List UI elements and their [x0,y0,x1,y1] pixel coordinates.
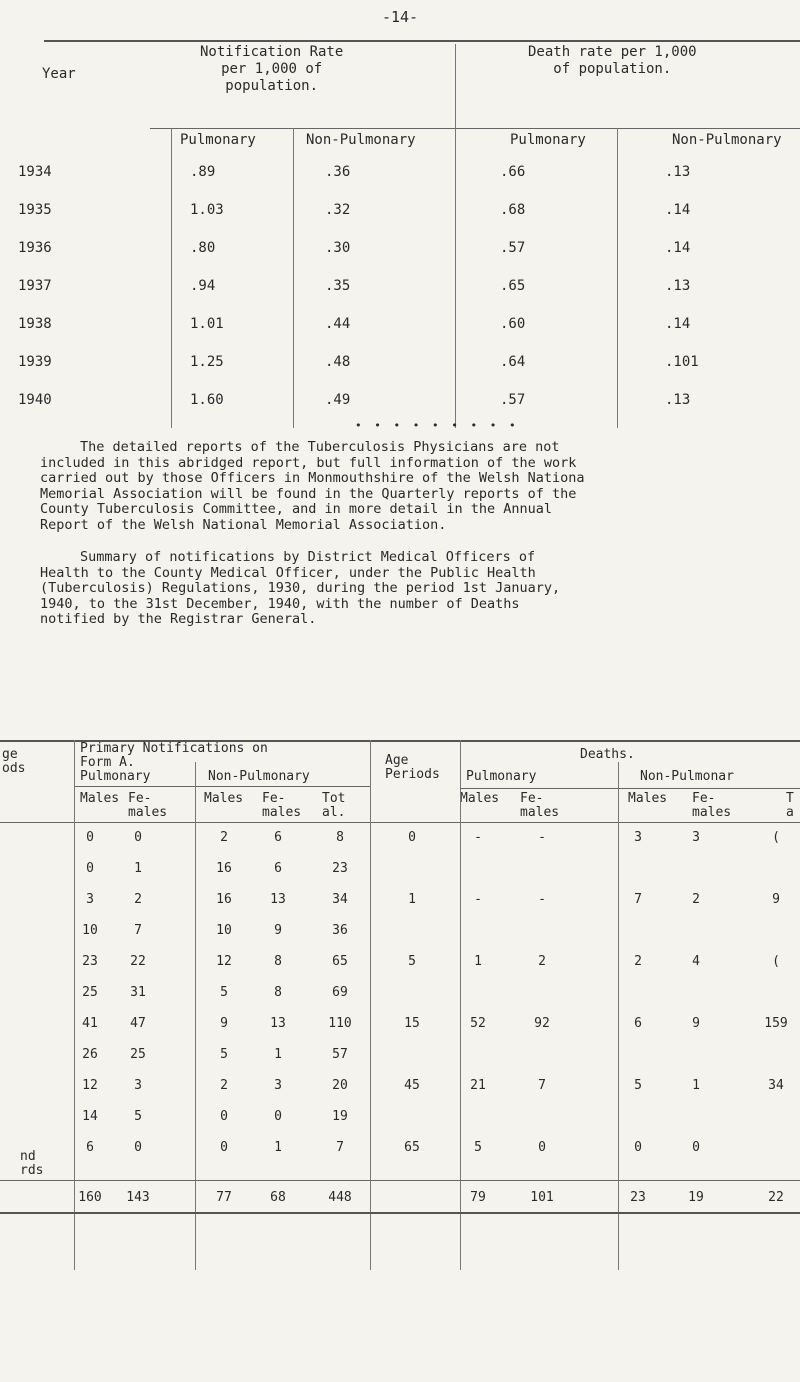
rate-row [18,240,800,260]
year-cell: 1938 [18,316,52,332]
para-line: notified by the Registrar General. [40,611,317,627]
h-females-2: Fe- males [262,791,302,820]
death-non-pulmonary-cell: .14 [665,202,691,218]
year-cell: 1937 [18,278,52,294]
deaths-non-males-cell: 3 [634,830,642,845]
deaths-non-females-cell: 4 [692,954,700,969]
pulm-males-cell: 3 [86,892,94,907]
non-pulm-females-cell: 6 [274,861,282,876]
deaths-total-cell: 159 [764,1016,788,1031]
non-pulm-females-cell: 1 [274,1140,282,1155]
rates-table [18,44,800,432]
deaths-pulm-males-cell: 1 [474,954,482,969]
dot-leader: • • • • • • • • • [355,419,519,432]
paragraph-summary [40,550,800,628]
notif-non-pulmonary-cell: .49 [325,392,351,408]
rate-row [18,164,800,184]
death-pulmonary-cell: .57 [500,392,526,408]
h-deaths-males-2: Males [628,791,668,806]
total-cell: 36 [332,923,348,938]
col-notification-title: Notification Rate per 1,000 of population. [200,44,344,94]
header-bottom-rule [0,822,800,823]
col-divider [195,762,196,1270]
bottom-rule [0,1212,800,1214]
sub-non-pulmonary-death: Non-Pulmonary [672,132,782,148]
para-line: 1940, to the 31st December, 1940, with the number of Deaths [40,595,520,612]
header-rule [460,788,800,789]
totals-deaths-non-females-cell: 19 [688,1190,704,1205]
total-cell: 57 [332,1047,348,1062]
year-cell: 1940 [18,392,52,408]
notif-pulmonary-cell: .89 [190,164,216,180]
rate-row [18,202,800,222]
notif-pulmonary-cell: .80 [190,240,216,256]
death-non-pulmonary-cell: .13 [665,392,691,408]
col-age-periods: Age Periods [385,753,440,782]
deaths-pulm-females-cell: 0 [538,1140,546,1155]
notif-non-pulmonary-cell: .48 [325,354,351,370]
age-period-cell: 1 [408,892,416,907]
sub-pulmonary-notif: Pulmonary [180,132,256,148]
pulm-males-cell: 0 [86,861,94,876]
pulm-females-cell: 0 [134,1140,142,1155]
non-pulm-females-cell: 8 [274,985,282,1000]
non-pulm-males-cell: 0 [220,1109,228,1124]
death-non-pulmonary-cell: .13 [665,278,691,294]
age-period-cell: 15 [404,1016,420,1031]
pulm-females-cell: 2 [134,892,142,907]
para-line: Health to the County Medical Officer, under the Public Health [40,564,536,581]
total-cell: 7 [336,1140,344,1155]
non-pulm-males-cell: 10 [216,923,232,938]
death-non-pulmonary-cell: .14 [665,240,691,256]
deaths-total-cell: ( [772,830,780,845]
col-deaths-pulmonary: Pulmonary [466,769,537,784]
deaths-non-males-cell: 2 [634,954,642,969]
non-pulm-males-cell: 2 [220,1078,228,1093]
notif-pulmonary-cell: 1.60 [190,392,224,408]
h-deaths-females: Fe- males [520,791,560,820]
pulm-males-cell: 41 [82,1016,98,1031]
deaths-non-females-cell: 9 [692,1016,700,1031]
col-pulmonary: Pulmonary [80,769,151,784]
pulm-females-cell: 3 [134,1078,142,1093]
col-age-left: ge ods [2,747,26,776]
rate-row [18,392,800,412]
deaths-pulm-females-cell: - [538,892,546,907]
year-cell: 1935 [18,202,52,218]
totals-deaths-non-males-cell: 23 [630,1190,646,1205]
non-pulm-females-cell: 1 [274,1047,282,1062]
non-pulm-males-cell: 9 [220,1016,228,1031]
header-rule [74,786,370,787]
pulm-females-cell: 5 [134,1109,142,1124]
deaths-non-females-cell: 3 [692,830,700,845]
total-cell: 34 [332,892,348,907]
para-line: Summary of notifications by District Medical Officers of [80,549,536,565]
totals-non-pulm-females-cell: 68 [270,1190,286,1205]
para-line: (Tuberculosis) Regulations, 1930, during the period 1st January, [40,580,561,596]
col-deaths-non-pulmonary: Non-Pulmonar [640,769,734,784]
deaths-pulm-females-cell: 2 [538,954,546,969]
totals-deaths-pulm-males-cell: 79 [470,1190,486,1205]
totals-deaths-total-cell: 22 [768,1190,784,1205]
pulm-females-cell: 22 [130,954,146,969]
non-pulm-females-cell: 0 [274,1109,282,1124]
notif-pulmonary-cell: 1.01 [190,316,224,332]
rate-row [18,354,800,374]
year-cell: 1939 [18,354,52,370]
age-period-cell: 5 [408,954,416,969]
h-deaths-total: T a [786,791,794,820]
deaths-total-cell: 9 [772,892,780,907]
age-period-cell: 45 [404,1078,420,1093]
rate-row [18,278,800,298]
sub-pulmonary-death: Pulmonary [510,132,586,148]
total-cell: 110 [328,1016,352,1031]
deaths-pulm-males-cell: 52 [470,1016,486,1031]
totals-pulm-females-cell: 143 [126,1190,150,1205]
paragraph-physician-reports [40,440,800,533]
pulm-females-cell: 7 [134,923,142,938]
non-pulm-females-cell: 13 [270,892,286,907]
death-non-pulmonary-cell: .14 [665,316,691,332]
death-pulmonary-cell: .64 [500,354,526,370]
totals-total-cell: 448 [328,1190,352,1205]
death-pulmonary-cell: .68 [500,202,526,218]
non-pulm-males-cell: 16 [216,861,232,876]
col-year: Year [42,66,76,82]
deaths-pulm-males-cell: - [474,892,482,907]
totals-non-pulm-males-cell: 77 [216,1190,232,1205]
total-cell: 19 [332,1109,348,1124]
pulm-males-cell: 26 [82,1047,98,1062]
notif-non-pulmonary-cell: .35 [325,278,351,294]
totals-pulm-males-cell: 160 [78,1190,102,1205]
deaths-non-females-cell: 0 [692,1140,700,1155]
pulm-females-cell: 25 [130,1047,146,1062]
non-pulm-males-cell: 12 [216,954,232,969]
col-non-pulmonary: Non-Pulmonary [208,769,310,784]
deaths-non-females-cell: 2 [692,892,700,907]
non-pulm-males-cell: 5 [220,1047,228,1062]
notif-non-pulmonary-cell: .44 [325,316,351,332]
notif-pulmonary-cell: 1.03 [190,202,224,218]
rates-table-header [40,44,800,126]
total-cell: 65 [332,954,348,969]
deaths-non-females-cell: 1 [692,1078,700,1093]
non-pulm-females-cell: 8 [274,954,282,969]
para-line: The detailed reports of the Tuberculosis Physicians are not [80,439,560,455]
pulm-females-cell: 0 [134,830,142,845]
pulm-males-cell: 12 [82,1078,98,1093]
non-pulm-females-cell: 3 [274,1078,282,1093]
deaths-non-males-cell: 5 [634,1078,642,1093]
sub-non-pulmonary-notif: Non-Pulmonary [306,132,416,148]
non-pulm-females-cell: 6 [274,830,282,845]
h-deaths-females-2: Fe- males [692,791,732,820]
death-pulmonary-cell: .57 [500,240,526,256]
year-cell: 1934 [18,164,52,180]
total-cell: 20 [332,1078,348,1093]
h-females: Fe- males [128,791,168,820]
para-line: Report of the Welsh National Memorial Association. [40,516,447,533]
age-period-cell: 65 [404,1140,420,1155]
death-pulmonary-cell: .66 [500,164,526,180]
pulm-males-cell: 23 [82,954,98,969]
top-rule [44,40,800,42]
subheader-row [40,132,800,152]
year-cell: 1936 [18,240,52,256]
totals-rule [0,1180,800,1181]
deaths-pulm-females-cell: 92 [534,1016,550,1031]
non-pulm-females-cell: 13 [270,1016,286,1031]
pulm-females-cell: 1 [134,861,142,876]
deaths-pulm-males-cell: 5 [474,1140,482,1155]
col-primary: Primary Notifications on Form A. [80,741,268,770]
h-males-2: Males [204,791,244,806]
deaths-pulm-males-cell: - [474,830,482,845]
deaths-non-males-cell: 7 [634,892,642,907]
total-cell: 8 [336,830,344,845]
pulm-males-cell: 14 [82,1109,98,1124]
deaths-pulm-females-cell: 7 [538,1078,546,1093]
non-pulm-males-cell: 16 [216,892,232,907]
para-line: carried out by those Officers in Monmouthshire of the Welsh Nationa [40,470,585,486]
notif-non-pulmonary-cell: .36 [325,164,351,180]
pulm-males-cell: 0 [86,830,94,845]
deaths-total-cell: 34 [768,1078,784,1093]
pulm-males-cell: 6 [86,1140,94,1155]
deaths-non-males-cell: 0 [634,1140,642,1155]
summary-table [0,740,800,1380]
non-pulm-males-cell: 5 [220,985,228,1000]
age-period-cell: 0 [408,830,416,845]
para-line: included in this abridged report, but full information of the work [40,454,577,471]
para-line: County Tuberculosis Committee, and in more detail in the Annual [40,501,553,517]
notif-non-pulmonary-cell: .30 [325,240,351,256]
death-pulmonary-cell: .60 [500,316,526,332]
death-non-pulmonary-cell: .13 [665,164,691,180]
pulm-females-cell: 47 [130,1016,146,1031]
notif-pulmonary-cell: .94 [190,278,216,294]
notif-pulmonary-cell: 1.25 [190,354,224,370]
non-pulm-females-cell: 9 [274,923,282,938]
page-number: -14- [381,8,419,26]
deaths-pulm-females-cell: - [538,830,546,845]
rate-row [18,316,800,336]
deaths-total-cell: ( [772,954,780,969]
para-line: Memorial Association will be found in the Quarterly reports of the [40,485,577,502]
totals-deaths-pulm-females-cell: 101 [530,1190,554,1205]
notif-non-pulmonary-cell: .32 [325,202,351,218]
pulm-males-cell: 10 [82,923,98,938]
death-pulmonary-cell: .65 [500,278,526,294]
col-divider [370,740,371,1270]
total-cell: 23 [332,861,348,876]
col-deaths: Deaths. [580,747,635,762]
pulm-females-cell: 31 [130,985,146,1000]
h-deaths-males: Males [460,791,500,806]
deaths-non-males-cell: 6 [634,1016,642,1031]
col-death-title: Death rate per 1,000 of population. [528,44,697,77]
total-cell: 69 [332,985,348,1000]
h-total: Tot al. [322,791,346,820]
non-pulm-males-cell: 0 [220,1140,228,1155]
pulm-males-cell: 25 [82,985,98,1000]
non-pulm-males-cell: 2 [220,830,228,845]
death-non-pulmonary-cell: .101 [665,354,699,370]
and-label: nd rds [20,1149,44,1178]
header-divider [150,128,800,129]
deaths-pulm-males-cell: 21 [470,1078,486,1093]
h-males: Males [80,791,120,806]
